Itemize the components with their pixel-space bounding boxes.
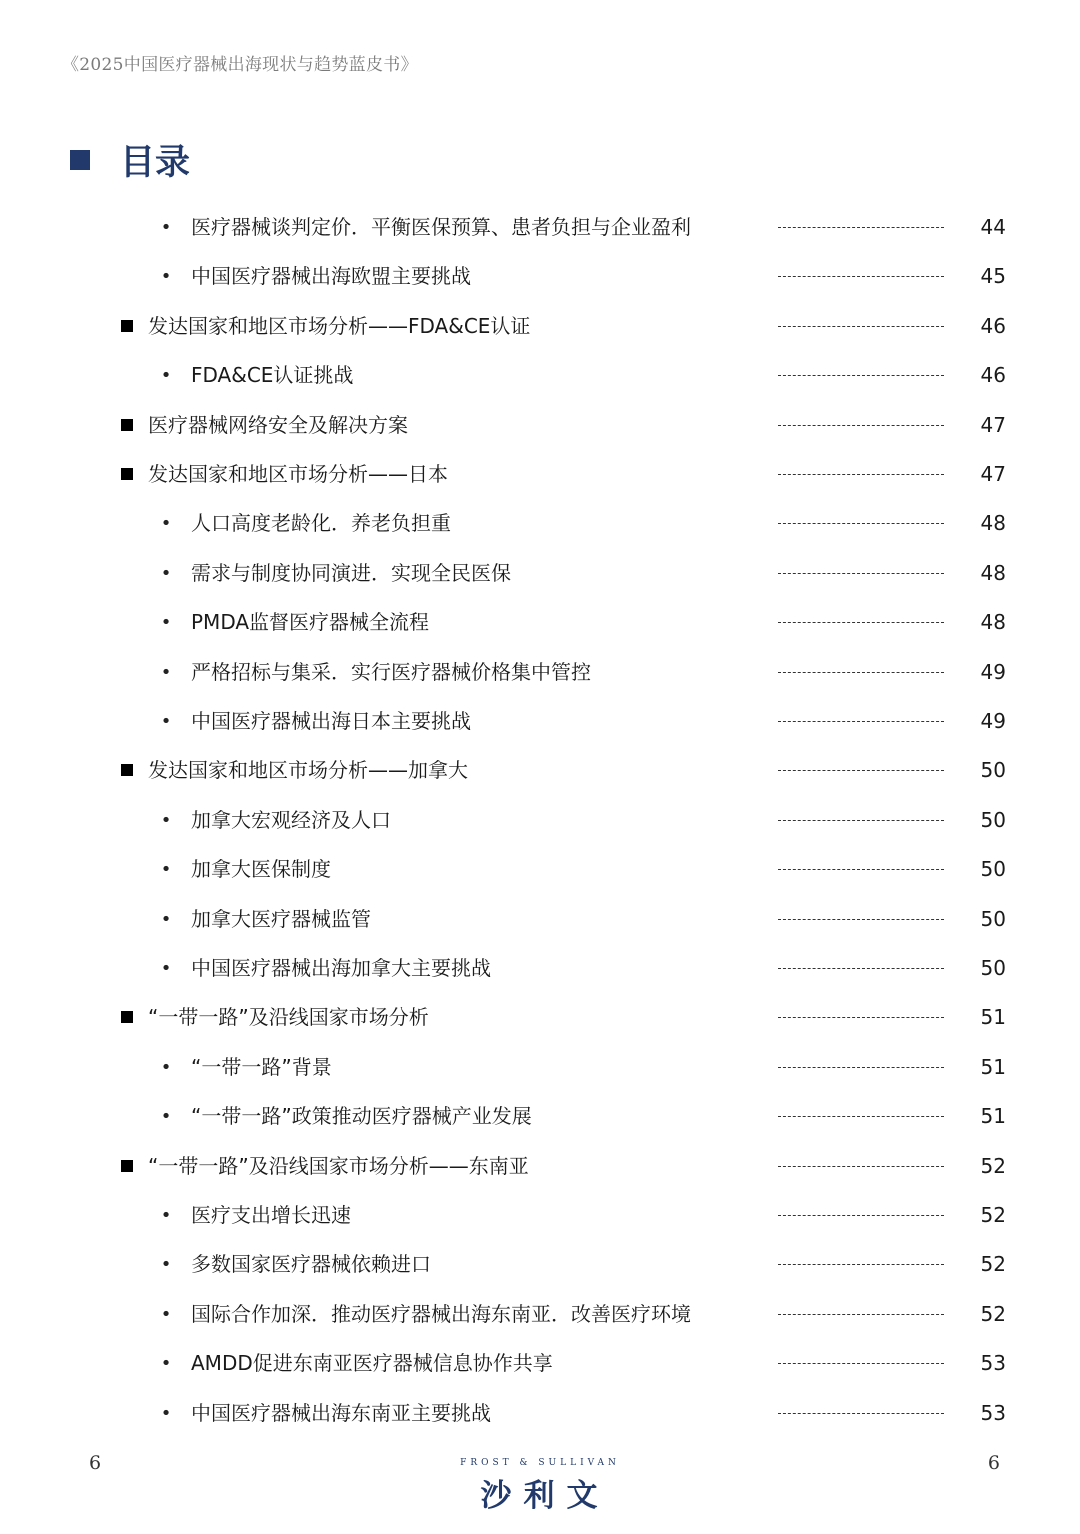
dot-bullet-icon: • [160,908,172,930]
toc-entry-page: 44 [980,215,1006,239]
toc-entry-page: 50 [980,758,1006,782]
toc-entry[interactable] [0,508,1080,538]
dotted-leader [778,721,944,722]
toc-entry-page: 51 [980,1055,1006,1079]
toc-entry-title: 中国医疗器械出海日本主要挑战 [191,709,471,733]
toc-entry[interactable] [0,1052,1080,1082]
dot-bullet-icon: • [160,710,172,732]
dotted-leader [778,523,944,524]
toc-entry[interactable] [0,1101,1080,1131]
toc-entry[interactable] [0,1398,1080,1428]
dotted-leader [778,770,944,771]
toc-entry-title: FDA&CE认证挑战 [191,363,354,387]
toc-entry[interactable] [0,1002,1080,1032]
toc-entry-title: “一带一路”背景 [191,1055,332,1079]
toc-entry-title: 国际合作加深．推动医疗器械出海东南亚．改善医疗环境 [191,1302,691,1326]
dot-bullet-icon: • [160,364,172,386]
toc-entry-page: 50 [980,808,1006,832]
toc-entry[interactable] [0,607,1080,637]
toc-entry-page: 49 [980,709,1006,733]
dotted-leader [778,1067,944,1068]
toc-entry-title: 中国医疗器械出海欧盟主要挑战 [191,264,471,288]
dotted-leader [778,1363,944,1364]
toc-entry-page: 50 [980,857,1006,881]
toc-entry-page: 53 [980,1401,1006,1425]
dot-bullet-icon: • [160,1056,172,1078]
toc-entry-title: 严格招标与集采．实行医疗器械价格集中管控 [191,660,591,684]
square-bullet-icon [121,764,133,776]
dot-bullet-icon: • [160,265,172,287]
toc-entry-page: 50 [980,956,1006,980]
square-bullet-icon [121,1160,133,1172]
toc-entry-page: 47 [980,413,1006,437]
toc-entry-title: PMDA监督医疗器械全流程 [191,610,430,634]
dotted-leader [778,672,944,673]
toc-entry-page: 51 [980,1005,1006,1029]
toc-entry-page: 48 [980,610,1006,634]
toc-entry-page: 52 [980,1252,1006,1276]
dot-bullet-icon: • [160,858,172,880]
toc-entry-page: 49 [980,660,1006,684]
dot-bullet-icon: • [160,661,172,683]
dotted-leader [778,919,944,920]
toc-entry[interactable] [0,1299,1080,1329]
toc-entry-page: 46 [980,314,1006,338]
dotted-leader [778,1314,944,1315]
toc-entry[interactable] [0,410,1080,440]
toc-entry-title: 人口高度老龄化．养老负担重 [191,511,451,535]
toc-entry-title: 发达国家和地区市场分析——加拿大 [148,758,468,782]
toc-entry-page: 47 [980,462,1006,486]
toc-entry-title: 发达国家和地区市场分析——FDA&CE认证 [148,314,531,338]
dot-bullet-icon: • [160,957,172,979]
toc-heading [70,138,190,182]
toc-entry-page: 52 [980,1302,1006,1326]
toc-entry-title: 医疗支出增长迅速 [191,1203,351,1227]
toc-entry[interactable] [0,657,1080,687]
dot-bullet-icon: • [160,809,172,831]
toc-entry-page: 48 [980,561,1006,585]
page-number-right: 6 [987,1452,1000,1474]
toc-entry[interactable] [0,854,1080,884]
dotted-leader [778,227,944,228]
publisher-logo [440,1458,640,1515]
toc-entry-title: AMDD促进东南亚医疗器械信息协作共享 [191,1351,553,1375]
toc-entry[interactable] [0,360,1080,390]
toc-entry-page: 52 [980,1203,1006,1227]
dotted-leader [778,1413,944,1414]
toc-entry-page: 53 [980,1351,1006,1375]
toc-entry-title: 中国医疗器械出海加拿大主要挑战 [191,956,491,980]
toc-entry[interactable] [0,904,1080,934]
logo-english: FROST & SULLIVAN [460,1458,620,1468]
toc-entry[interactable] [0,459,1080,489]
toc-entry[interactable] [0,953,1080,983]
dot-bullet-icon: • [160,1303,172,1325]
toc-entry-title: 需求与制度协同演进．实现全民医保 [191,561,511,585]
dotted-leader [778,622,944,623]
toc-entry-title: 加拿大医保制度 [191,857,331,881]
toc-entry-page: 50 [980,907,1006,931]
toc-entry-page: 45 [980,264,1006,288]
toc-entry-title: 医疗器械谈判定价．平衡医保预算、患者负担与企业盈利 [191,215,691,239]
dotted-leader [778,326,944,327]
toc-entry[interactable] [0,755,1080,785]
dotted-leader [778,425,944,426]
dotted-leader [778,1116,944,1117]
dot-bullet-icon: • [160,1402,172,1424]
dotted-leader [778,1017,944,1018]
dotted-leader [778,1166,944,1167]
dot-bullet-icon: • [160,1352,172,1374]
toc-entry-title: 中国医疗器械出海东南亚主要挑战 [191,1401,491,1425]
toc-entry[interactable] [0,1200,1080,1230]
toc-entry-title: “一带一路”及沿线国家市场分析 [148,1005,429,1029]
dotted-leader [778,375,944,376]
toc-entry-page: 46 [980,363,1006,387]
square-bullet-icon [121,320,133,332]
toc-entry-title: 加拿大医疗器械监管 [191,907,371,931]
running-header: 《2025中国医疗器械出海现状与趋势蓝皮书》 [62,55,418,75]
toc-entry[interactable] [0,1249,1080,1279]
dot-bullet-icon: • [160,1253,172,1275]
toc-entry-title: 医疗器械网络安全及解决方案 [148,413,408,437]
page-number-left: 6 [89,1452,102,1474]
toc-entry-title: 发达国家和地区市场分析——日本 [148,462,448,486]
dotted-leader [778,1264,944,1265]
dot-bullet-icon: • [160,562,172,584]
toc-entry-page: 48 [980,511,1006,535]
toc-entry[interactable] [0,558,1080,588]
square-bullet-icon [121,468,133,480]
dot-bullet-icon: • [160,1105,172,1127]
toc-title: 目录 [120,143,191,183]
toc-entry[interactable] [0,706,1080,736]
toc-entry-title: “一带一路”政策推动医疗器械产业发展 [191,1104,532,1128]
toc-entry-title: 加拿大宏观经济及人口 [191,808,391,832]
heading-square-icon [70,150,90,170]
dotted-leader [778,573,944,574]
toc-entry[interactable] [0,212,1080,242]
dotted-leader [778,820,944,821]
dotted-leader [778,968,944,969]
toc-entry-title: “一带一路”及沿线国家市场分析——东南亚 [148,1154,529,1178]
toc-entry[interactable] [0,311,1080,341]
dot-bullet-icon: • [160,216,172,238]
dotted-leader [778,869,944,870]
toc-entry-page: 51 [980,1104,1006,1128]
logo-chinese: 沙利文 [480,1478,610,1514]
toc-entry[interactable] [0,1348,1080,1378]
toc-entry[interactable] [0,805,1080,835]
toc-entry[interactable] [0,261,1080,291]
toc-entry-page: 52 [980,1154,1006,1178]
dotted-leader [778,276,944,277]
dot-bullet-icon: • [160,1204,172,1226]
toc-entry[interactable] [0,1151,1080,1181]
dot-bullet-icon: • [160,611,172,633]
dotted-leader [778,1215,944,1216]
dotted-leader [778,474,944,475]
dot-bullet-icon: • [160,512,172,534]
square-bullet-icon [121,419,133,431]
toc-entry-title: 多数国家医疗器械依赖进口 [191,1252,431,1276]
square-bullet-icon [121,1011,133,1023]
